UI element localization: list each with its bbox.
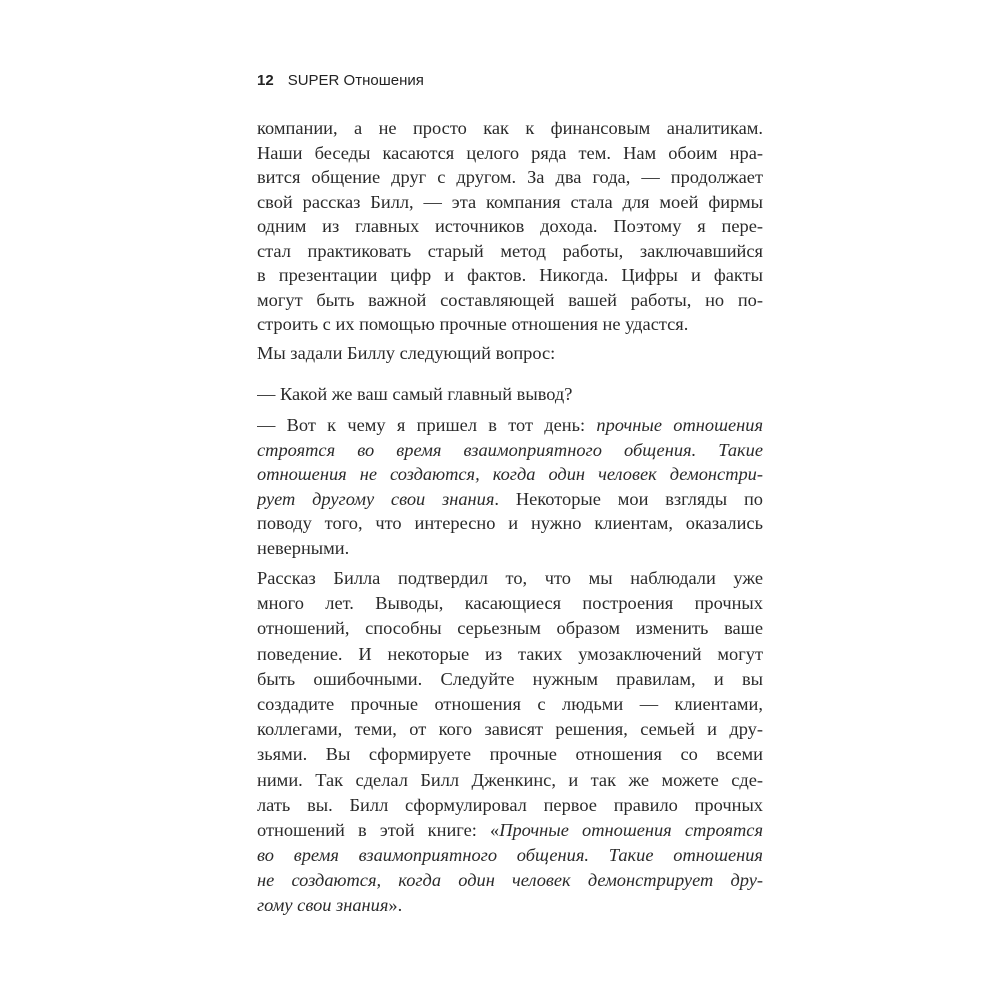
text-line	[257, 438, 763, 463]
text-segment: ними. Так сделал Билл Дженкинс, и так же можете сде-	[257, 769, 763, 790]
text-segment: Рассказ Билла подтвердил то, что мы наблюдали уже	[257, 568, 763, 588]
text-segment: много лет. Выводы, касающиеся построения прочных	[257, 593, 763, 614]
text-segment: одним из главных источников дохода. Поэтому я пере-	[257, 216, 763, 236]
italic-text: рует другому свои знания	[257, 488, 495, 509]
text-line	[257, 487, 763, 512]
text-line	[257, 341, 763, 366]
italic-text: отношения не создаются, когда один человек демонстри-	[257, 464, 763, 484]
italic-text: строятся во время взаимоприятного общения. Такие	[257, 439, 763, 460]
text-line	[257, 868, 763, 893]
text-segment: поводу того, что интересно и нужно клиентам, оказались	[257, 513, 763, 533]
text-line	[257, 462, 763, 487]
text-segment: могут быть важной составляющей вашей работы, но по-	[257, 289, 763, 310]
italic-text: во время взаимоприятного общения. Такие отношения	[257, 845, 763, 866]
text-line	[257, 843, 763, 868]
text-segment: — Какой же ваш самый главный вывод?	[257, 384, 573, 404]
paragraph	[257, 566, 763, 919]
text-line	[257, 165, 763, 190]
text-line	[257, 768, 763, 793]
text-line	[257, 382, 763, 407]
text-segment: создадите прочные отношения с людьми — клиентами,	[257, 693, 763, 714]
italic-text: гому свои знания	[257, 895, 389, 916]
page-number: 12	[257, 72, 274, 89]
text-segment: строить с их помощью прочные отношения не удастся.	[257, 314, 689, 334]
paragraph	[257, 341, 763, 366]
text-segment: . Некоторые мои взгляды по	[494, 488, 763, 509]
text-segment: зьями. Вы сформируете прочные отношения со всеми	[257, 744, 763, 765]
text-line	[257, 692, 763, 717]
text-line	[257, 717, 763, 742]
running-title: SUPER Отношения	[287, 72, 424, 89]
italic-text: не создаются, когда один человек демонстрирует дру-	[257, 870, 763, 891]
text-segment: вится общение друг с другом. За два года, — продолжает	[257, 167, 763, 187]
text-line	[257, 190, 763, 215]
text-segment: Наши беседы касаются целого ряда тем. Нам обоим нра-	[257, 142, 763, 163]
text-segment: лать вы. Билл сформулировал первое правило прочных	[257, 794, 763, 815]
text-line	[257, 566, 763, 591]
italic-text: Прочные отношения строятся	[499, 819, 763, 840]
text-segment: — Вот к чему я пришел в тот день:	[257, 415, 597, 435]
italic-text: прочные отношения	[596, 415, 763, 435]
text-segment: в презентации цифр и фактов. Никогда. Цифры и факты	[257, 265, 763, 285]
text-line	[257, 536, 763, 561]
text-line	[257, 312, 763, 337]
text-segment: стал практиковать старый метод работы, заключавшийся	[257, 240, 763, 261]
text-line	[257, 116, 763, 141]
text-segment: неверными.	[257, 537, 350, 558]
text-line	[257, 616, 763, 641]
text-line	[257, 263, 763, 288]
text-line	[257, 667, 763, 692]
text-line	[257, 239, 763, 264]
text-segment: отношений в этой книге: «	[257, 819, 500, 840]
text-line	[257, 214, 763, 239]
text-line	[257, 642, 763, 667]
text-segment: поведение. И некоторые из таких умозаключений могут	[257, 643, 763, 664]
text-line	[257, 591, 763, 616]
text-segment: быть ошибочными. Следуйте нужным правилам, и вы	[257, 668, 763, 689]
text-line	[257, 413, 763, 438]
paragraph	[257, 116, 763, 337]
text-line	[257, 818, 763, 843]
text-segment: коллегами, теми, от кого зависят решения, семьей и дру-	[257, 719, 763, 740]
text-line	[257, 141, 763, 166]
text-segment: свой рассказ Билл, — эта компания стала для моей фирмы	[257, 191, 763, 212]
text-line	[257, 793, 763, 818]
text-segment: ».	[388, 895, 403, 916]
text-segment: Мы задали Биллу следующий вопрос:	[257, 343, 556, 363]
text-segment: отношений, способны серьезным образом изменить ваше	[257, 618, 763, 639]
running-header	[257, 72, 424, 89]
text-line	[257, 893, 763, 918]
text-line	[257, 742, 763, 767]
paragraph	[257, 413, 763, 560]
text-line	[257, 511, 763, 536]
text-segment: компании, а не просто как к финансовым аналитикам.	[257, 118, 763, 138]
paragraph	[257, 382, 763, 407]
text-line	[257, 288, 763, 313]
